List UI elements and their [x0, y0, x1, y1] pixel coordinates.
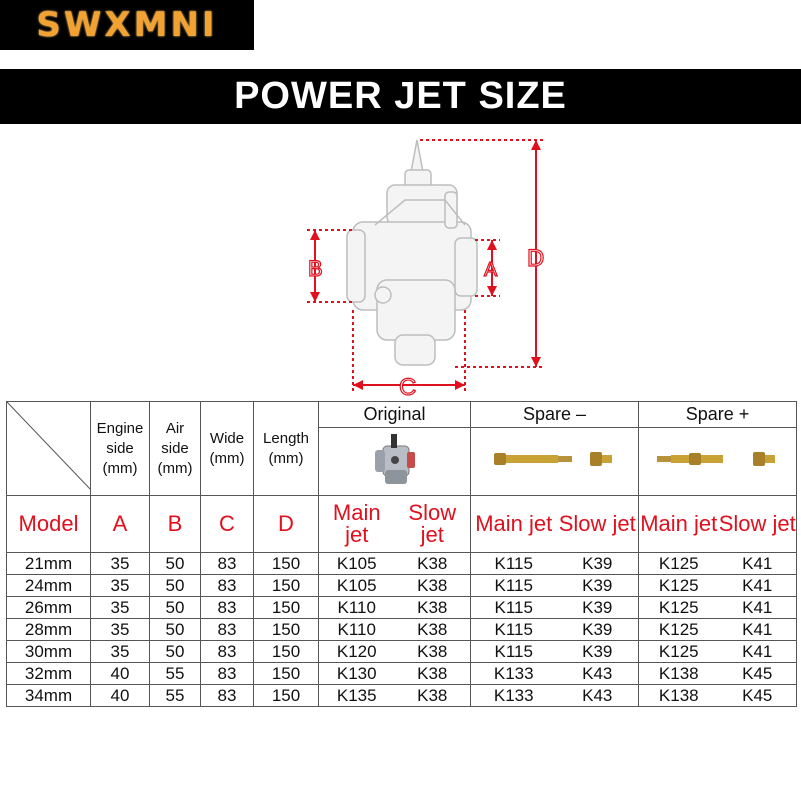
header-engine-side: Engine side (mm) [91, 402, 150, 496]
header-length: Length (mm) [254, 402, 319, 496]
cell-original-main-jet: K110 [319, 597, 395, 619]
spare-plus-jets-image [639, 428, 797, 496]
table-row [7, 597, 797, 619]
table-row [7, 619, 797, 641]
cell-wide: 83 [201, 663, 254, 685]
label-spare-plus-main-jet: Main jet [639, 496, 719, 553]
cell-spare-plus-slow-jet: K45 [719, 685, 797, 707]
cell-original-main-jet: K135 [319, 685, 395, 707]
cell-spare-minus-slow-jet: K39 [557, 553, 639, 575]
label-a: A [91, 496, 150, 553]
cell-spare-minus-slow-jet: K39 [557, 575, 639, 597]
brass-jets-icon [653, 444, 783, 474]
cell-air-side: 55 [150, 663, 201, 685]
cell-spare-plus-main-jet: K125 [639, 641, 719, 663]
dim-label-a: A [484, 259, 498, 281]
cell-spare-plus-main-jet: K125 [639, 575, 719, 597]
cell-original-slow-jet: K38 [395, 641, 471, 663]
group-original: Original [319, 402, 471, 428]
table-label-row [7, 496, 797, 553]
cell-spare-minus-slow-jet: K43 [557, 663, 639, 685]
cell-original-main-jet: K110 [319, 619, 395, 641]
cell-spare-minus-slow-jet: K43 [557, 685, 639, 707]
cell-model: 24mm [7, 575, 91, 597]
cell-spare-plus-main-jet: K138 [639, 685, 719, 707]
dim-label-d: D [527, 245, 545, 272]
cell-spare-plus-main-jet: K125 [639, 619, 719, 641]
cell-spare-minus-main-jet: K115 [471, 619, 557, 641]
table-row [7, 641, 797, 663]
cell-original-slow-jet: K38 [395, 619, 471, 641]
label-spare-minus-slow-jet: Slow jet [557, 496, 639, 553]
cell-original-slow-jet: K38 [395, 597, 471, 619]
cell-original-main-jet: K105 [319, 575, 395, 597]
cell-engine-side: 40 [91, 663, 150, 685]
cell-spare-minus-slow-jet: K39 [557, 641, 639, 663]
cell-wide: 83 [201, 553, 254, 575]
label-b: B [150, 496, 201, 553]
cell-original-slow-jet: K38 [395, 685, 471, 707]
carburetor-illustration [347, 140, 477, 365]
cell-spare-plus-slow-jet: K41 [719, 575, 797, 597]
cell-original-main-jet: K120 [319, 641, 395, 663]
cell-wide: 83 [201, 597, 254, 619]
cell-engine-side: 35 [91, 575, 150, 597]
cell-model: 32mm [7, 663, 91, 685]
table-row [7, 685, 797, 707]
cell-length: 150 [254, 619, 319, 641]
cell-air-side: 50 [150, 575, 201, 597]
cell-spare-minus-main-jet: K133 [471, 685, 557, 707]
cell-model: 30mm [7, 641, 91, 663]
cell-engine-side: 35 [91, 597, 150, 619]
brand-logo [0, 0, 254, 50]
jet-size-table [6, 401, 797, 707]
cell-engine-side: 40 [91, 685, 150, 707]
label-c: C [201, 496, 254, 553]
cell-wide: 83 [201, 685, 254, 707]
cell-spare-minus-main-jet: K133 [471, 663, 557, 685]
cell-model: 28mm [7, 619, 91, 641]
cell-spare-plus-main-jet: K125 [639, 553, 719, 575]
carburetor-icon [365, 430, 425, 488]
header-wide: Wide (mm) [201, 402, 254, 496]
cell-spare-minus-main-jet: K115 [471, 553, 557, 575]
table-row [7, 663, 797, 685]
cell-wide: 83 [201, 641, 254, 663]
cell-model: 21mm [7, 553, 91, 575]
cell-wide: 83 [201, 619, 254, 641]
cell-original-main-jet: K105 [319, 553, 395, 575]
spare-minus-jets-image [471, 428, 639, 496]
label-d: D [254, 496, 319, 553]
label-spare-plus-slow-jet: Slow jet [719, 496, 797, 553]
cell-spare-minus-slow-jet: K39 [557, 597, 639, 619]
cell-air-side: 50 [150, 597, 201, 619]
cell-spare-plus-main-jet: K138 [639, 663, 719, 685]
cell-original-slow-jet: K38 [395, 575, 471, 597]
cell-length: 150 [254, 663, 319, 685]
cell-spare-plus-slow-jet: K41 [719, 619, 797, 641]
cell-air-side: 50 [150, 641, 201, 663]
cell-original-slow-jet: K38 [395, 663, 471, 685]
cell-spare-plus-slow-jet: K41 [719, 597, 797, 619]
cell-length: 150 [254, 685, 319, 707]
group-spare-plus: Spare + [639, 402, 797, 428]
cell-model: 34mm [7, 685, 91, 707]
table-row [7, 575, 797, 597]
cell-air-side: 50 [150, 619, 201, 641]
dim-label-b: B [308, 256, 323, 281]
table-row [7, 553, 797, 575]
cell-engine-side: 35 [91, 641, 150, 663]
cell-engine-side: 35 [91, 619, 150, 641]
cell-length: 150 [254, 597, 319, 619]
cell-spare-plus-main-jet: K125 [639, 597, 719, 619]
cell-spare-minus-main-jet: K115 [471, 597, 557, 619]
cell-air-side: 55 [150, 685, 201, 707]
cell-spare-plus-slow-jet: K45 [719, 663, 797, 685]
cell-original-slow-jet: K38 [395, 553, 471, 575]
group-spare-minus: Spare – [471, 402, 639, 428]
dim-label-c: C [399, 374, 417, 400]
cell-spare-minus-main-jet: K115 [471, 641, 557, 663]
cell-spare-minus-slow-jet: K39 [557, 619, 639, 641]
cell-length: 150 [254, 575, 319, 597]
brass-jets-icon [490, 444, 620, 474]
original-carburetor-image [319, 428, 471, 496]
table-header-row [7, 402, 797, 428]
cell-wide: 83 [201, 575, 254, 597]
diagonal-corner-cell [7, 402, 91, 496]
logo-text: SWXMNI [36, 5, 218, 45]
table-body [7, 553, 797, 707]
cell-air-side: 50 [150, 553, 201, 575]
carburetor-diagram-svg [295, 130, 560, 400]
cell-length: 150 [254, 553, 319, 575]
carburetor-dimension-diagram [295, 130, 560, 400]
header-air-side: Air side (mm) [150, 402, 201, 496]
label-original-slow-jet: Slow jet [395, 496, 471, 553]
cell-spare-plus-slow-jet: K41 [719, 553, 797, 575]
cell-spare-plus-slow-jet: K41 [719, 641, 797, 663]
title-banner [0, 69, 801, 124]
label-original-main-jet: Main jet [319, 496, 395, 553]
cell-engine-side: 35 [91, 553, 150, 575]
cell-spare-minus-main-jet: K115 [471, 575, 557, 597]
page-title: POWER JET SIZE [234, 75, 567, 117]
label-model: Model [7, 496, 91, 553]
diagonal-line [7, 402, 91, 490]
cell-length: 150 [254, 641, 319, 663]
cell-original-main-jet: K130 [319, 663, 395, 685]
label-spare-minus-main-jet: Main jet [471, 496, 557, 553]
cell-model: 26mm [7, 597, 91, 619]
